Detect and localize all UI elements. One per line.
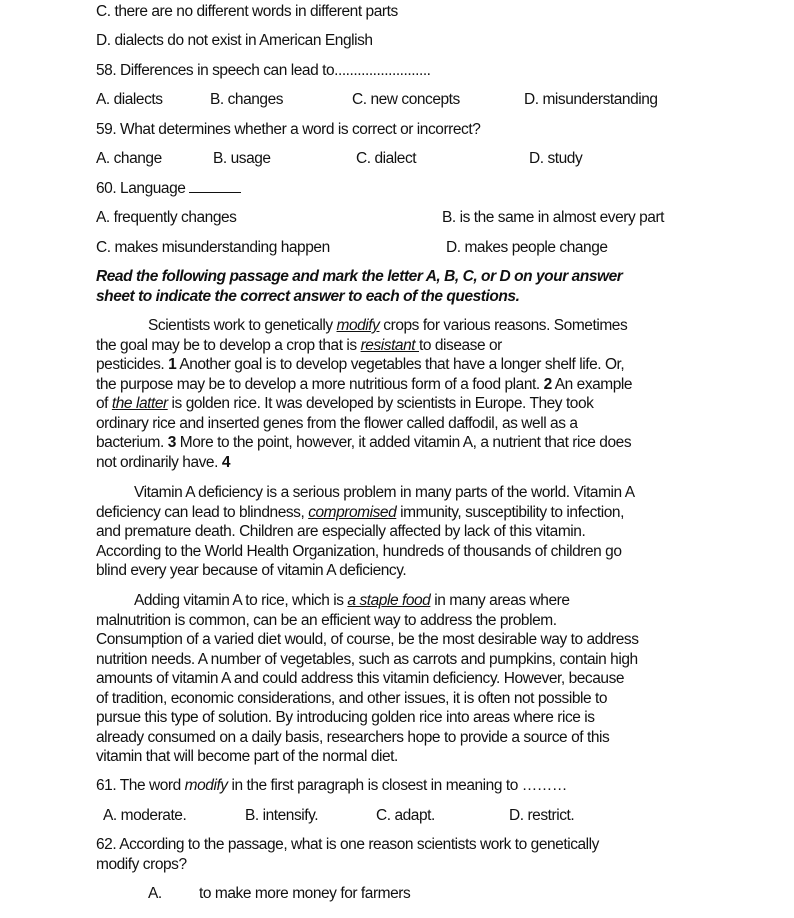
p1-text: pesticides.	[96, 356, 169, 373]
instruction-line-2: sheet to indicate the correct answer to each of the questions.	[96, 288, 520, 305]
p1-text: not ordinarily have.	[96, 453, 222, 471]
q60-option-a: A. frequently changes	[96, 209, 237, 226]
p3-text: in many areas where	[430, 592, 570, 609]
p1-text: bacterium.	[96, 434, 168, 451]
position-marker-2: 2	[543, 375, 552, 393]
p3-line-6: of tradition, economic considerations, and other issues, it is often not possible to	[96, 689, 608, 707]
p2-line-2	[96, 503, 706, 523]
q59-option-b: B. usage	[213, 150, 271, 167]
p3-line-5: amounts of vitamin A and could address this vitamin deficiency. However, because	[96, 670, 625, 687]
q59-option-a: A. change	[96, 150, 162, 167]
p1-line-7	[96, 433, 706, 453]
p3-line-4: nutrition needs. A number of vegetables, such as carrots and pumpkins, contain high	[96, 650, 638, 668]
passage-paragraph-1	[96, 316, 706, 472]
p2-line-3: and premature death. Children are especially affected by lack of this vitamin.	[96, 523, 586, 540]
q61-keyword-modify: modify	[184, 777, 228, 794]
q59-stem: 59. What determines whether a word is correct or incorrect?	[96, 121, 481, 138]
p1-text: crops for various reasons. Sometimes	[379, 317, 628, 334]
p2-line-4: According to the World Health Organization, hundreds of thousands of children go	[96, 542, 622, 560]
q57-option-d: D. dialects do not exist in American English	[96, 32, 373, 49]
p1-text: of	[96, 395, 112, 412]
position-marker-3: 3	[167, 434, 176, 451]
q57-option-c: C. there are no different words in different parts	[96, 3, 398, 20]
underlined-word-modify: modify	[336, 317, 380, 334]
p1-line-4	[96, 375, 706, 395]
position-marker-4: 4	[221, 453, 230, 471]
q59-option-c: C. dialect	[356, 150, 417, 167]
q62-stem-line-2: modify crops?	[96, 856, 187, 873]
p2-line-1: Vitamin A deficiency is a serious problem in many parts of the world. Vitamin A	[134, 484, 635, 501]
p1-text: Another goal is to develop vegetables that have a longer shelf life. Or,	[176, 356, 625, 373]
q60-option-b: B. is the same in almost every part	[442, 209, 665, 226]
q62-option-a-text: to make more money for farmers	[199, 885, 411, 902]
q58-option-c: C. new concepts	[352, 91, 460, 108]
q60-stem-text: 60. Language	[96, 180, 186, 197]
p1-line-3	[96, 355, 706, 375]
reading-instruction	[96, 267, 716, 307]
p1-text: the purpose may be to develop a more nutritious form of a food plant.	[96, 375, 544, 393]
p1-text: An example	[551, 375, 633, 393]
q61-stem	[96, 776, 567, 795]
answer-blank	[189, 179, 241, 193]
q58-option-a: A. dialects	[96, 91, 163, 108]
q61-option-b: B. intensify.	[245, 807, 319, 824]
q60-option-d: D. makes people change	[446, 239, 608, 256]
p1-line-1	[96, 316, 706, 336]
p1-text: to disease or	[418, 336, 502, 354]
position-marker-1: 1	[168, 356, 177, 373]
q58-stem: 58. Differences in speech can lead to.........................	[96, 62, 431, 79]
q61-option-d: D. restrict.	[509, 807, 575, 824]
p3-line-1	[96, 591, 706, 611]
p2-text: immunity, susceptibility to infection,	[396, 503, 624, 521]
p3-line-9: vitamin that will become part of the normal diet.	[96, 748, 398, 765]
p3-line-8: already consumed on a daily basis, researchers hope to provide a source of this	[96, 728, 610, 746]
q59-option-d: D. study	[529, 150, 583, 167]
q61-text: in the first paragraph is closest in meaning to ………	[227, 777, 567, 794]
p2-text: deficiency can lead to blindness,	[96, 503, 309, 521]
p3-line-7: pursue this type of solution. By introducing golden rice into areas where rice is	[96, 709, 595, 726]
underlined-word-resistant: resistant	[360, 336, 419, 354]
p1-text: is golden rice. It was developed by scientists in Europe. They took	[167, 395, 594, 412]
q62-option-a-letter: A.	[148, 885, 162, 902]
p1-text: More to the point, however, it added vitamin A, a nutrient that rice does	[175, 434, 632, 451]
instruction-line-1: Read the following passage and mark the letter A, B, C, or D on your answer	[96, 268, 623, 285]
q62-stem-line-1: 62. According to the passage, what is one reason scientists work to genetically	[96, 836, 599, 853]
passage-paragraph-3	[96, 591, 706, 767]
p1-line-6: ordinary rice and inserted genes from the flower called daffodil, as well as a	[96, 414, 578, 432]
p1-text: the goal may be to develop a crop that is	[96, 336, 361, 354]
p1-line-2	[96, 336, 706, 356]
q58-option-b: B. changes	[210, 91, 284, 108]
q61-text: 61. The word	[96, 777, 185, 794]
p3-text: Adding vitamin A to rice, which is	[134, 592, 348, 609]
p3-line-3: Consumption of a varied diet would, of course, be the most desirable way to address	[96, 631, 639, 648]
p1-line-5	[96, 394, 706, 414]
passage-paragraph-2	[96, 483, 706, 581]
p1-text: Scientists work to genetically	[148, 317, 337, 334]
p2-line-5: blind every year because of vitamin A deficiency.	[96, 562, 407, 579]
underlined-phrase-a-staple-food: a staple food	[347, 592, 431, 609]
underlined-phrase-the-latter: the latter	[111, 395, 168, 412]
p1-line-8	[96, 453, 706, 473]
q61-option-a: A. moderate.	[103, 807, 187, 824]
q60-stem	[96, 179, 241, 198]
underlined-word-compromised: compromised	[308, 503, 397, 521]
q61-option-c: C. adapt.	[376, 807, 435, 824]
q58-option-d: D. misunderstanding	[524, 91, 658, 108]
p3-line-2: malnutrition is common, can be an efficient way to address the problem.	[96, 611, 557, 629]
q60-option-c: C. makes misunderstanding happen	[96, 239, 330, 256]
